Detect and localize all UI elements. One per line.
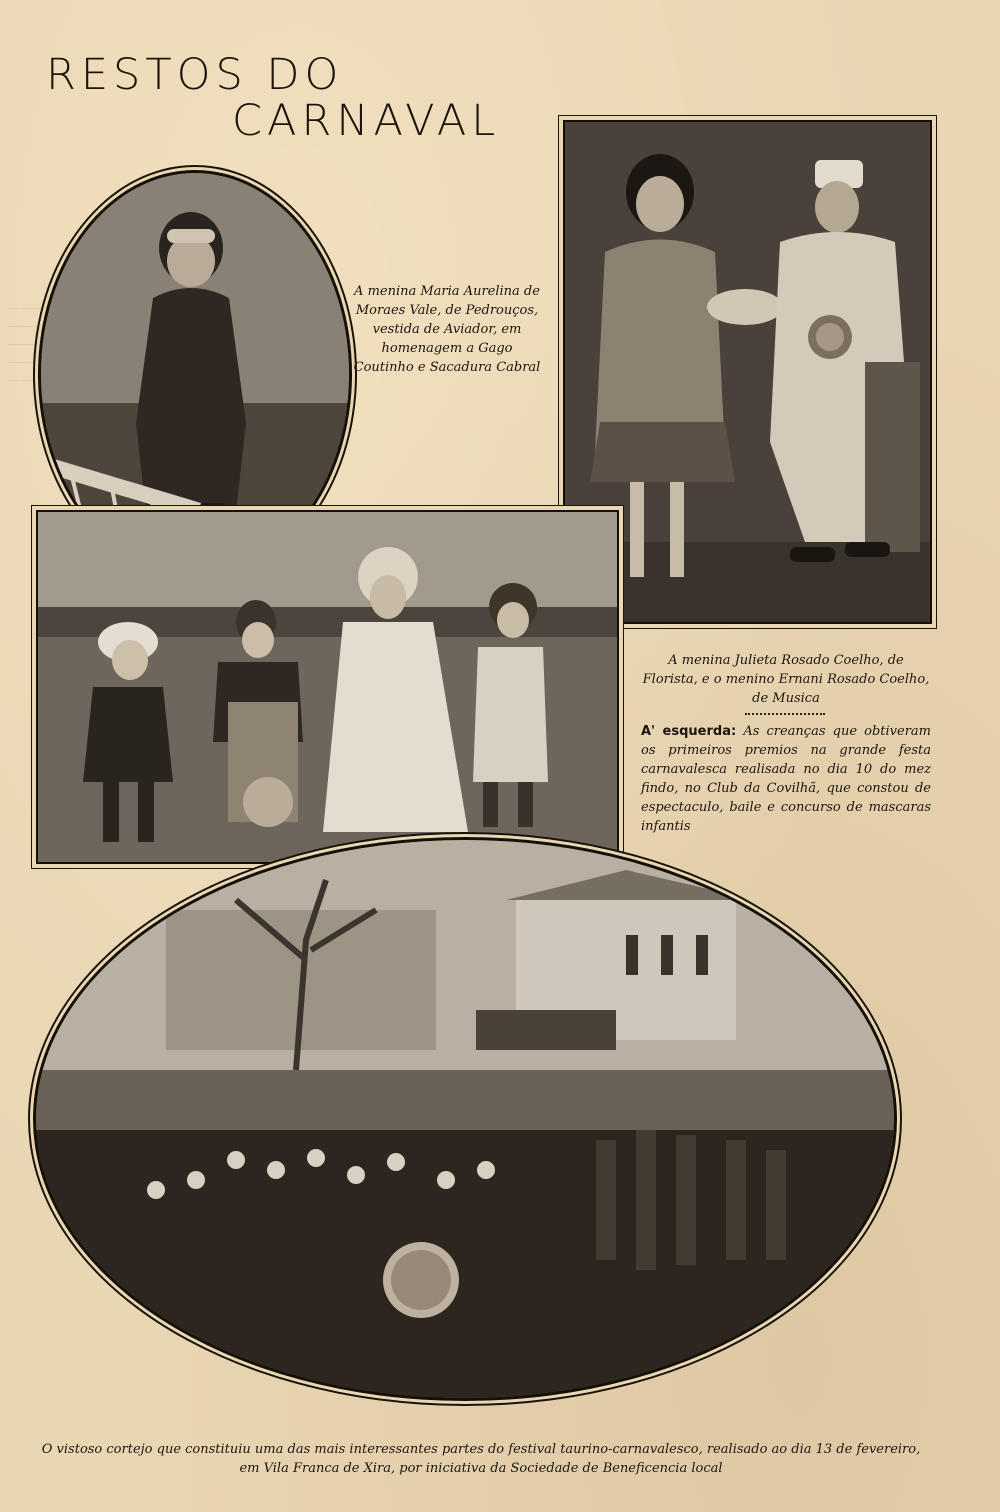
- photo-cortejo-vila-franca: [33, 837, 897, 1401]
- photo-criancas-covilha: [36, 510, 619, 864]
- caption-aviator-girl: A menina Maria Aurelina de Moraes Vale, de Pedrouços, vestida de Aviador, em homenagem a Gago Coutinho e Sacadura Cabral: [353, 284, 541, 375]
- photo-criancas-covilha-image: [38, 512, 617, 862]
- photo-florista-musica-image: [565, 122, 930, 622]
- photo-cortejo-vila-franca-image: [36, 840, 894, 1398]
- caption-body-esquerda: As creanças que obtiveram os primeiros premios na grande festa carnavalesca realisada no dia 10 do mez findo, no Club da Covilhã, que constou de espectaculo, baile e concurso de mascaras infantis: [641, 724, 932, 834]
- caption-lead-esquerda: A' esquerda:: [641, 724, 737, 739]
- caption-florista-musica: A menina Julieta Rosado Coelho, de Florista, e o menino Ernani Rosado Coelho, de Musica: [642, 653, 930, 706]
- page-title-line-2: CARNAVAL: [232, 96, 501, 146]
- caption-criancas-covilha: [641, 722, 931, 836]
- caption-separator: [745, 713, 825, 715]
- caption-cortejo: O vistoso cortejo que constituiu uma das mais interessantes partes do festival taurino-carnavalesco, realisado ao dia 13 de fevereiro, em Vila Franca de Xira, por iniciativa da Sociedade de Beneficencia local: [41, 1442, 921, 1476]
- page-title-line-1: RESTOS DO: [46, 50, 344, 100]
- bleed-through-texture: ——— ——— ——— ——— ———: [8, 301, 47, 388]
